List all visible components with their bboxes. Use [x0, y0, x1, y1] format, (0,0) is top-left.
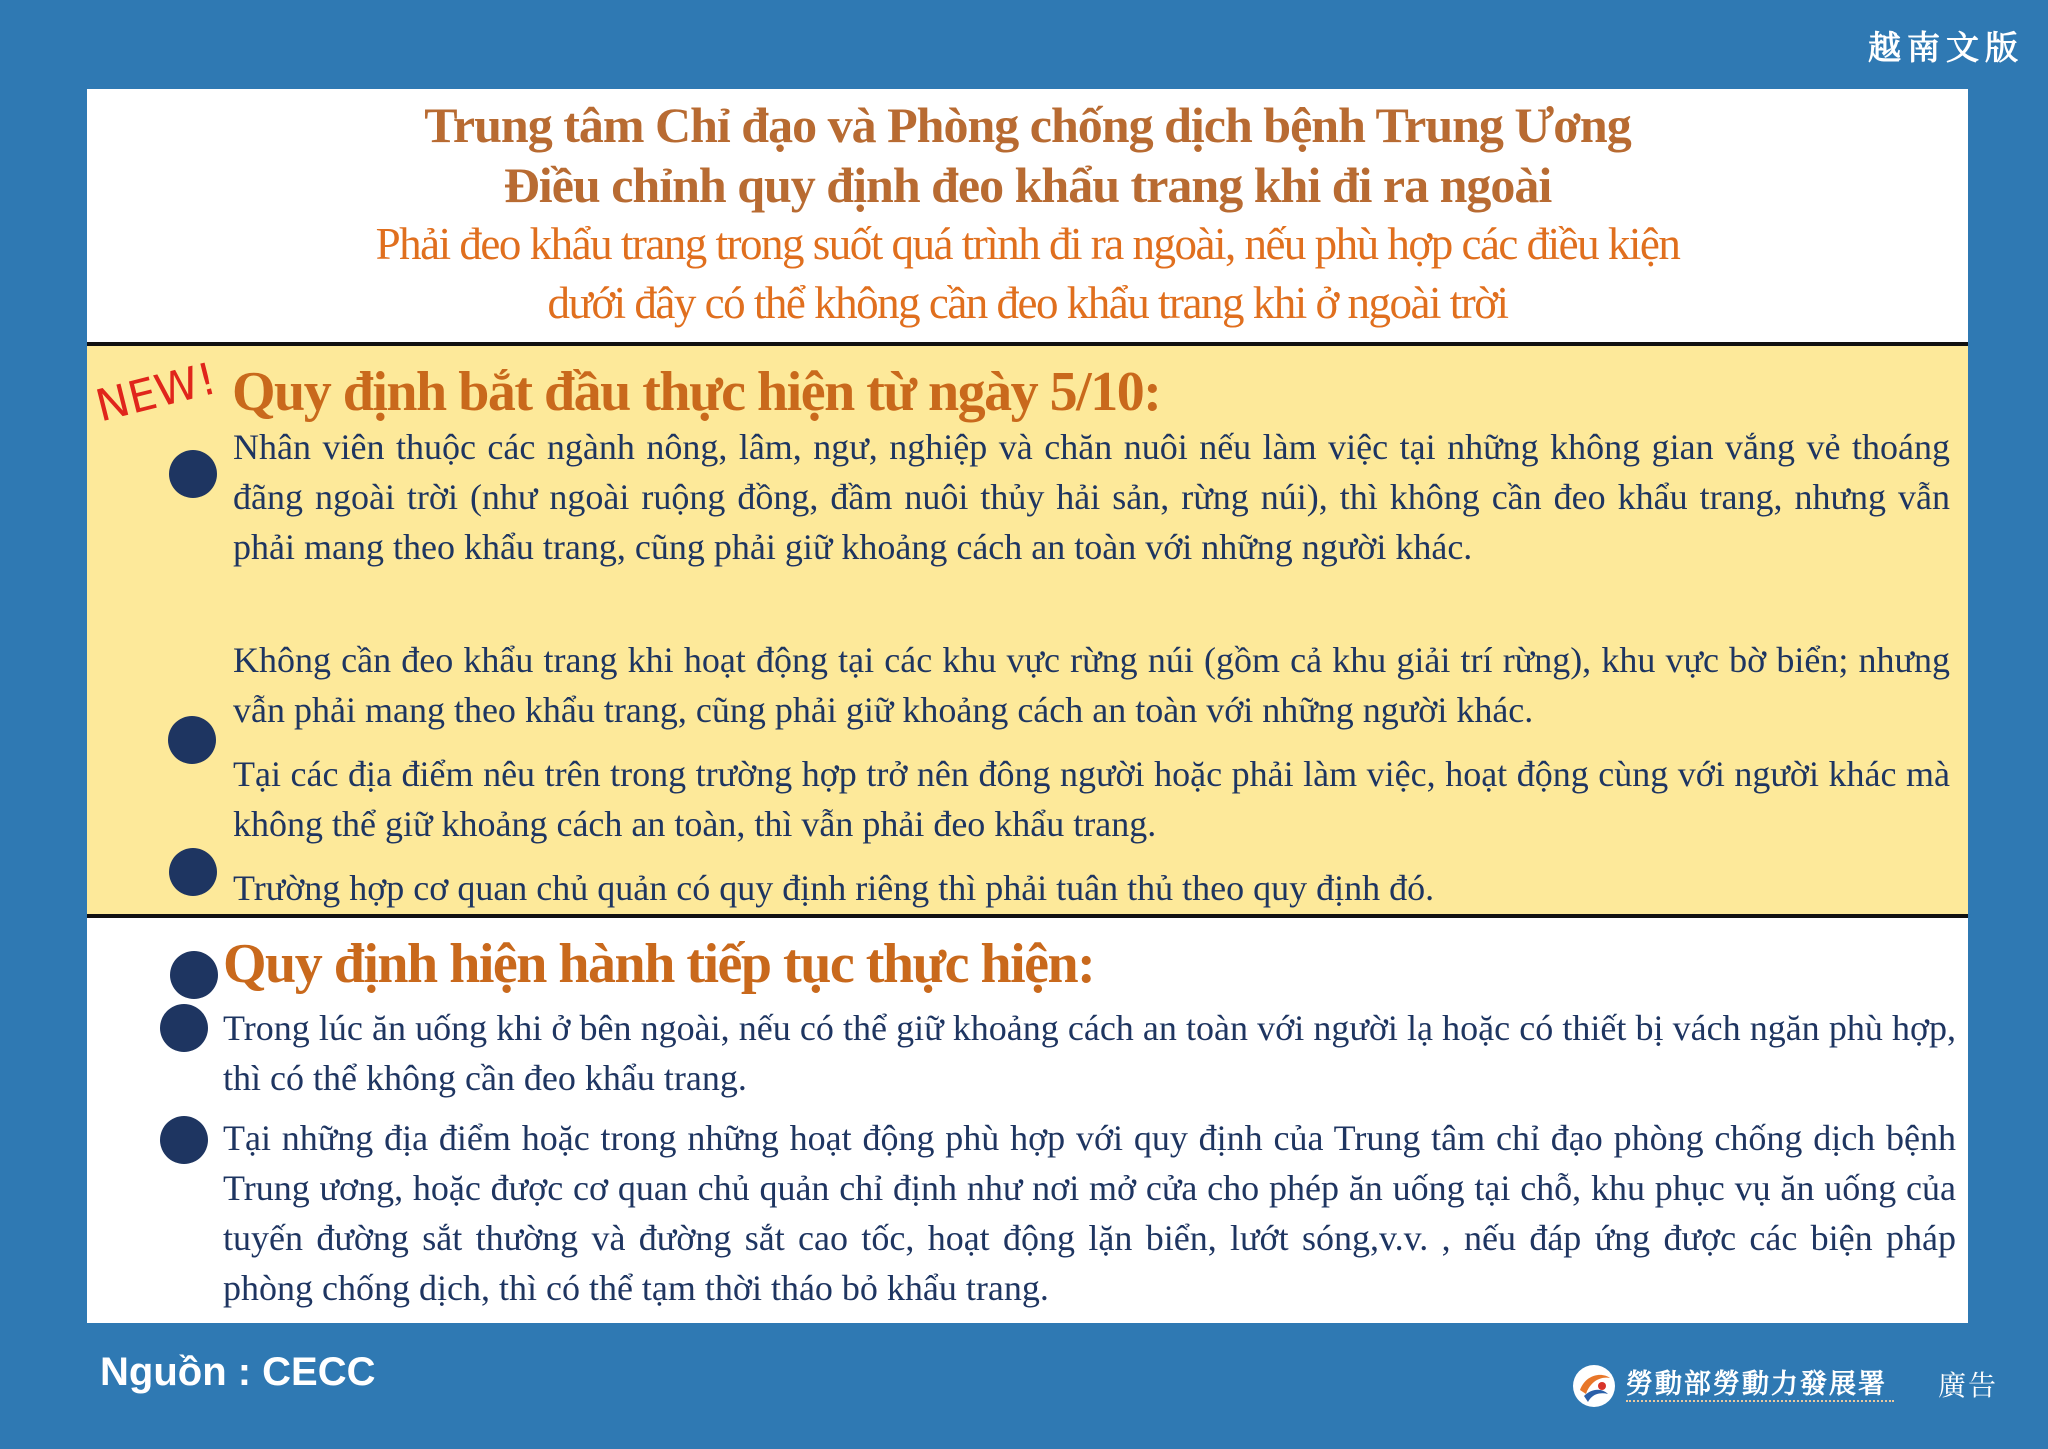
current-rule-item-1: Trong lúc ăn uống khi ở bên ngoài, nếu có thể giữ khoảng cách an toàn với người lạ hoặc có thiết bị vách ngăn phù hợp, thì có thể không cần đeo khẩu trang.	[223, 1008, 1956, 1098]
bullet-icon	[169, 848, 217, 896]
agency-name: 勞動部勞動力發展署	[1626, 1369, 1887, 1400]
language-tag: 越南文版	[1868, 28, 2024, 67]
header-subtitle-line1: Phải đeo khẩu trang trong suốt quá trình đi ra ngoài, nếu phù hợp các điều kiện	[375, 219, 1680, 269]
agency-logo	[1572, 1362, 1902, 1412]
bullet-icon	[169, 450, 217, 498]
header-title-line1: Trung tâm Chỉ đạo và Phòng chống dịch bệnh Trung Ương	[424, 97, 1631, 153]
new-rules-section	[87, 342, 1968, 918]
new-badge: NEW!	[90, 353, 222, 433]
notice-header	[87, 89, 1968, 342]
new-rule-item-4: Trường hợp cơ quan chủ quản có quy định riêng thì phải tuân thủ theo quy định đó.	[233, 868, 1435, 908]
bullet-icon	[170, 951, 218, 999]
header-title-line2: Điều chỉnh quy định đeo khẩu trang khi đi ra ngoài	[503, 157, 1552, 213]
ad-label: 廣告	[1938, 1369, 1999, 1402]
agency-english-subline	[1626, 1400, 1894, 1408]
agency-emblem-icon	[1572, 1364, 1616, 1408]
bullet-icon	[168, 716, 216, 764]
new-rule-item-1: Nhân viên thuộc các ngành nông, lâm, ngư, nghiệp và chăn nuôi nếu làm việc tại những không gian vắng vẻ thoáng đãng ngoài trời (như ngoài ruộng đồng, đầm nuôi thủy hải sản, rừng núi), thì không cần đeo khẩu trang, nhưng vẫn phải mang theo khẩu trang, cũng phải giữ khoảng cách an toàn với những người khác.	[233, 427, 1950, 567]
source-label: Nguồn : CECC	[100, 1350, 376, 1394]
bullet-icon	[160, 1004, 208, 1052]
current-rules-heading: Quy định hiện hành tiếp tục thực hiện:	[223, 933, 1095, 995]
current-rule-item-2: Tại những địa điểm hoặc trong những hoạt động phù hợp với quy định của Trung tâm chỉ đạo phòng chống dịch bệnh Trung ương, hoặc được cơ quan chủ quản chỉ định như nơi mở cửa cho phép ăn uống tại chỗ, khu phục vụ ăn uống của tuyến đường sắt thường và đường sắt cao tốc, hoạt động lặn biển, lướt sóng,v.v. , nếu đáp ứng được các biện pháp phòng chống dịch, thì có thể tạm thời tháo bỏ khẩu trang.	[223, 1118, 1956, 1308]
notice-card	[87, 89, 1968, 1323]
new-rules-heading: Quy định bắt đầu thực hiện từ ngày 5/10:	[232, 361, 1161, 423]
new-rule-item-2: Không cần đeo khẩu trang khi hoạt động tại các khu vực rừng núi (gồm cả khu giải trí rừng), khu vực bờ biển; nhưng vẫn phải mang theo khẩu trang, cũng phải giữ khoảng cách an toàn với những người khác.	[233, 640, 1950, 730]
new-rule-item-3: Tại các địa điểm nêu trên trong trường hợp trở nên đông người hoặc phải làm việc, hoạt động cùng với người khác mà không thể giữ khoảng cách an toàn, thì vẫn phải đeo khẩu trang.	[233, 754, 1950, 844]
header-subtitle-line2: dưới đây có thể không cần đeo khẩu trang khi ở ngoài trời	[547, 278, 1508, 328]
bullet-icon	[160, 1116, 208, 1164]
